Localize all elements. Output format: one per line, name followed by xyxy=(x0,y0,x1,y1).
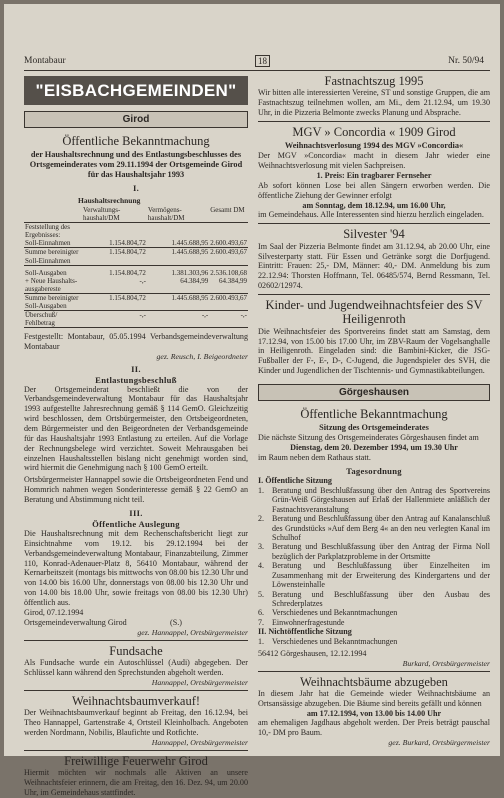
auslegung-text: Die Haushaltsrechnung mit dem Rechenschaftsbericht liegt zur Einsichtnahme vom 19.12. bis 29.12.1994 bei der Verbandsgemeindeverwaltung Montabaur, Finanzabteilung, Zimmer 110, Konrad-Adenauer-Platz 8, 56410 Montabaur, während der Kernarbeitszeit (montags bis mittwochs von 08.00 bis 12.30 Uhr und von 14.00 bis 16.00 Uhr, donnerstags von 08.00 bis 12.30 Uhr und von 14.00 bis 18.00 Uhr, sowie freitags von 08.00 bis 12.30 Uhr) öffentlich aus. xyxy=(24,528,248,607)
agenda-text: Beratung und Beschlußfassung über den Antrag der Firma Noll bezüglich der Parkplatzprobleme in der Ortsmitte xyxy=(272,542,490,561)
feuerwehr-text: Hiermit möchten wir nochmals alle Aktiven an unsere Weihnachtsfeier erinnern, die am Freitag, den 16. Dez. 94, um 20.00 Uhr, im Gemeindehaus stattfindet. xyxy=(24,767,248,797)
table-body xyxy=(24,223,248,328)
divider xyxy=(258,121,490,122)
fundsache-text: Als Fundsache wurde ein Autoschlüssel (Audi) abgegeben. Der Schlüssel kann während den Sprechstunden abgeholt werden. xyxy=(24,657,248,677)
entlastung-title: Entlastungsbeschluß xyxy=(95,374,177,385)
row-value: 1.445.688,95 xyxy=(147,239,209,248)
issue-number: Nr. 50/94 xyxy=(448,56,484,66)
table-group-title: Haushaltsrechnung xyxy=(78,196,141,206)
roman-three: III. xyxy=(129,507,143,518)
nichtoeffentliche-sitzung-title: II. Nichtöffentliche Sitzung xyxy=(258,627,352,637)
agenda-number: 1. xyxy=(258,485,264,495)
jugendweihnacht-text: Die Weihnachtsfeier des Sportvereins findet statt am Samstag, dem 17.12.94, von 15.00 bis 17.00 Uhr, im ZBV-Raum der Vogelsanghalle in Heiligenroth. Eingeladen sind: die Bambini-Kicker, die JSG-Fußballer der F-, E-, D-, C-Jugend, die Jugendspieler des SVH, die Kinder und Jugendlichen der Tischtennis- und Gymnastikabteilungen. xyxy=(258,326,490,376)
divider xyxy=(258,294,490,295)
divider xyxy=(24,690,248,691)
col-vermoegen: Vermögens-haushalt/DM xyxy=(147,206,209,223)
roman-two: II. xyxy=(131,363,141,374)
agenda-text: Einwohnerfragestunde xyxy=(272,617,345,627)
row-value: -,- xyxy=(209,310,248,327)
agenda-number: 2. xyxy=(258,514,264,524)
table-header-row xyxy=(24,206,248,223)
right-column xyxy=(258,74,490,747)
agenda-item xyxy=(258,637,490,646)
agenda-number: 1. xyxy=(258,637,264,647)
row-value: 64.384,99 xyxy=(209,277,248,294)
signature-reusch: gez. Reusch, I. Beigeordneter xyxy=(156,351,248,361)
row-value: 2.600.493,67 xyxy=(210,239,247,248)
row-value xyxy=(209,223,248,240)
weihnachtsbaeume-title: Weihnachtsbäume abzugeben xyxy=(300,674,448,689)
agenda-number: 3. xyxy=(258,542,264,552)
festgestellt-text: Festgestellt: Montabaur, 05.05.1994 Verbandsgemeindeverwaltung Montabaur xyxy=(24,331,248,351)
table-row xyxy=(24,223,248,240)
mgv-text-1: Der MGV »Concordia« macht in diesem Jahr wieder eine Weihnachtsverlosung mit vielen Sachpreisen. xyxy=(258,151,490,171)
table-row xyxy=(24,248,248,265)
agenda-item xyxy=(258,618,490,627)
table-row xyxy=(24,277,248,294)
page-number: 18 xyxy=(255,55,270,67)
agenda-item xyxy=(258,486,490,514)
row-label: Soll-Einnahmen xyxy=(24,239,82,248)
weihnachtsbaeume-date: am 17.12.1994, von 13.00 bis 14.00 Uhr xyxy=(306,708,442,718)
entlastung-text-2: Ortsbürgermeister Hannappel sowie die Ortsbeigeordneten Fend und Hommrich nahmen wegen Sonderinteresse gemäß § 22 GemO an Beratung und Abstimmung nicht teil. xyxy=(24,475,248,505)
agenda-number: 5. xyxy=(258,589,264,599)
weihnachtsbaeume-text-1: In diesem Jahr hat die Gemeinde wieder Weihnachtsbäume an Ortsansässige abzugeben. Die Bäume sind bereits gefällt und können xyxy=(258,688,490,708)
weihnachtsbaum-text: Der Weihnachtsbaumverkauf beginnt ab Freitag, den 16.12.94, bei Theo Hannappel, Gartenstraße 4, Ortsteil Kleinholbach. Angeboten werden Nordmann, Nobilis, Blaufichte und Rotfichte. xyxy=(24,707,248,737)
bekanntmachung-title: Öffentliche Bekanntmachung xyxy=(62,134,210,148)
haushalt-table xyxy=(24,206,248,328)
eisbach-banner: "EISBACHGEMEINDEN" xyxy=(24,76,248,105)
row-label: + Neue Haushalts-ausgabereste xyxy=(24,277,82,294)
agenda-number: 7. xyxy=(258,617,264,627)
mgv-prize: 1. Preis: Ein tragbarer Fernseher xyxy=(316,171,432,180)
auslegung-title: Öffentliche Auslegung xyxy=(92,518,180,529)
divider xyxy=(258,223,490,224)
header-rule xyxy=(24,70,490,71)
agenda-number: 4. xyxy=(258,561,264,571)
goe-date-line: Dienstag, dem 20. Dezember 1994, um 19.30 Uhr xyxy=(290,443,458,453)
mgv-text-2: Ab sofort können Lose bei allen Sängern erworben werden. Die öffentliche Ziehung der Gewinner erfolgt xyxy=(258,180,490,200)
signature-burkard-1: Burkard, Ortsbürgermeister xyxy=(402,658,490,668)
agenda-item xyxy=(258,608,490,617)
girod-date: Girod, 07.12.1994 xyxy=(24,607,84,617)
agenda-public-list xyxy=(258,486,490,628)
signature-hannappel-1: gez. Hannappel, Ortsbürgermeister xyxy=(137,627,248,637)
agenda-item xyxy=(258,514,490,542)
agenda-text: Beratung und Beschlußfassung über Einzelheiten im Zusammenhang mit der Erweiterung des Kindergartens und der Löwensteinhalle xyxy=(272,561,490,590)
agenda-text: Verschiedenes und Bekanntmachungen xyxy=(272,637,398,647)
signature-hannappel-3: Hannappel, Ortsbürgermeister xyxy=(151,737,248,747)
row-value: -,- xyxy=(147,310,209,327)
row-value: 64.384,99 xyxy=(147,277,209,294)
row-label: Feststellung des Ergebnisses: xyxy=(25,223,70,240)
row-value: 1.154.804,72 xyxy=(109,268,146,277)
feuerwehr-title: Freiwillige Feuerwehr Girod xyxy=(64,753,208,768)
agenda-text: Beratung und Beschlußfassung über den Antrag des Sportvereins Grün-Weiß Görgeshausen auf Erlaß der Hallenmiete anläßlich der Fastnachtsveranstaltung xyxy=(272,485,490,514)
entlastung-text-1: Der Ortsgemeinderat beschließt die von der Verbandsgemeindeverwaltung Montabaur für das Haushaltsjahr 1993 aufgestellte Jahresrechnung gemäß § 114 GemO. Gleichzeitig wird beschlossen, dem Ortsbürgermeister, den Ortsbeigeordneten, dem Bürgermeister und den Beigeordneten der Verbandsgemeinde für das Haushaltsjahr 1993 Entlastung zu erteilen. Auf die Vorlage der Rechnungsbelege wird verzichtet. Soweit Mehrausgaben bei einzelnen Haushaltsstellen bislang nicht genehmigt worden sind, wird hiermit die Genehmigung nach § 100 GemO erteilt. xyxy=(24,384,248,473)
row-label: Summe bereinigter Soll-Ausgaben xyxy=(24,293,82,310)
agenda-item xyxy=(258,542,490,561)
weihnachtsbaeume-text-2: am ehemaligen Jagdhaus abgeholt werden. Der Preis beträgt pauschal 10,- DM pro Baum. xyxy=(258,718,490,738)
row-value: 1.154.804,72 xyxy=(82,239,147,248)
mgv-text-3: im Gemeindehaus. Alle Interessenten sind hierzu herzlich eingeladen. xyxy=(258,210,484,220)
ovg-text: Ortsgemeindeverwaltung Girod xyxy=(24,617,127,627)
row-value xyxy=(82,223,147,240)
agenda-item xyxy=(258,561,490,589)
row-label: Überschuß/ Fehlbetrag xyxy=(24,310,82,327)
row-value: 2.600.493,67 xyxy=(209,293,248,310)
weihnachtsbaum-title: Weihnachtsbaumverkauf! xyxy=(71,693,201,708)
col-gesamt: Gesamt DM xyxy=(209,206,248,223)
mgv-subtitle: Weihnachtsverlosung 1994 des MGV »Concordia« xyxy=(284,141,464,151)
agenda-text: Verschiedenes und Bekanntmachungen xyxy=(272,608,398,618)
page-header xyxy=(24,56,490,70)
row-value: 1.381.303,96 xyxy=(171,268,209,277)
divider xyxy=(24,640,248,641)
row-value xyxy=(147,223,209,240)
row-value: 1.154.804,72 xyxy=(82,248,147,265)
row-value: 1.445.688,95 xyxy=(147,293,209,310)
fastnachtszug-title: Fastnachtszug 1995 xyxy=(324,74,424,88)
silvester-text: Im Saal der Pizzeria Belmonte findet am 31.12.94, ab 20.00 Uhr, eine Silvesterparty statt. Für Essen und Getränke sorgt die Dorfjugend. Eintritt: Frauen: 25,- DM, Männer: 40,- DM. Anmeldung bis zum 22.12.94: Thorsten Hoffmann, Tel. 06485/574, Bernd Ressmann, Tel. 02602/12974. xyxy=(258,241,490,291)
table-row xyxy=(24,239,248,248)
goe-text-2: im Raum neben dem Rathaus statt. xyxy=(258,453,371,463)
table-row xyxy=(24,310,248,327)
mgv-date: am Sonntag, dem 18.12.94, um 16.00 Uhr, xyxy=(302,200,446,210)
newspaper-page xyxy=(4,4,500,797)
header-town: Montabaur xyxy=(24,56,66,66)
table-row xyxy=(24,293,248,310)
tagesordnung-title: Tagesordnung xyxy=(346,465,402,476)
divider xyxy=(24,750,248,751)
agenda-number: 6. xyxy=(258,608,264,618)
goe-bekanntmachung-subtitle: Sitzung des Ortsgemeinderates xyxy=(319,423,429,433)
row-value: 2.600.493,67 xyxy=(209,248,248,265)
goe-date: 56412 Görgeshausen, 12.12.1994 xyxy=(258,648,367,658)
ovg-line xyxy=(24,618,248,628)
row-value: 2.536.108,68 xyxy=(210,268,247,277)
row-value: -,- xyxy=(82,277,147,294)
mgv-title: MGV » Concordia « 1909 Girod xyxy=(292,124,456,139)
signature-burkard-2: gez. Burkard, Ortsbürgermeister xyxy=(388,738,490,748)
bekanntmachung-subtitle: der Haushaltsrechnung und des Entlastungsbeschlusses des Ortsgemeinderates vom 29.11.1994 der Ortsgemeinde Girod für das Haushaltsjahr 1993 xyxy=(29,150,243,180)
agenda-text: Beratung und Beschlußfassung über den Ausbau des Schrederplatzes xyxy=(272,589,490,609)
section-girod: Girod xyxy=(24,111,248,128)
oeffentliche-sitzung-title: I. Öffentliche Sitzung xyxy=(258,475,332,485)
row-value: -,- xyxy=(82,310,147,327)
goe-text-1: Die nächste Sitzung des Ortsgemeinderates Görgeshausen findet am xyxy=(258,433,479,443)
roman-one: I. xyxy=(132,183,140,194)
agenda-item xyxy=(258,590,490,609)
divider xyxy=(258,671,490,672)
seal-mark: (S.) xyxy=(170,617,182,627)
section-goergeshausen: Görgeshausen xyxy=(258,384,490,401)
goe-bekanntmachung-title: Öffentliche Bekanntmachung xyxy=(300,407,448,422)
left-column xyxy=(24,74,248,798)
row-label: Soll-Ausgaben xyxy=(25,268,67,277)
signature-hannappel-2: Hannappel, Ortsbürgermeister xyxy=(151,677,248,687)
row-value: 1.445.688,95 xyxy=(147,248,209,265)
row-label: Summe bereinigter Soll-Einnahmen xyxy=(24,248,82,265)
fundsache-title: Fundsache xyxy=(109,643,163,658)
table-row xyxy=(24,265,248,277)
col-verwaltung: Verwaltungs-haushalt/DM xyxy=(82,206,147,223)
agenda-text: Beratung und Beschlußfassung über den Antrag auf Kanalanschluß des Grundstücks »Auf dem Berg 4« an den neu verlegten Kanal im Schulhof xyxy=(272,514,490,542)
jugendweihnacht-title: Kinder- und Jugendweihnachtsfeier des SV Heiligenroth xyxy=(265,297,483,327)
agenda-private-list xyxy=(258,637,490,646)
silvester-title: Silvester '94 xyxy=(343,227,405,242)
fastnachtszug-text: Wir bitten alle interessierten Vereine, ST und sonstige Gruppen, die am Fastnachtszug teilnehmen wollen, am Mi., dem 21.12.94, um 19.30 Uhr, in die Pizzeria Belmonte zwecks Planung und Absprache. xyxy=(258,88,490,118)
row-value: 1.154.804,72 xyxy=(82,293,147,310)
